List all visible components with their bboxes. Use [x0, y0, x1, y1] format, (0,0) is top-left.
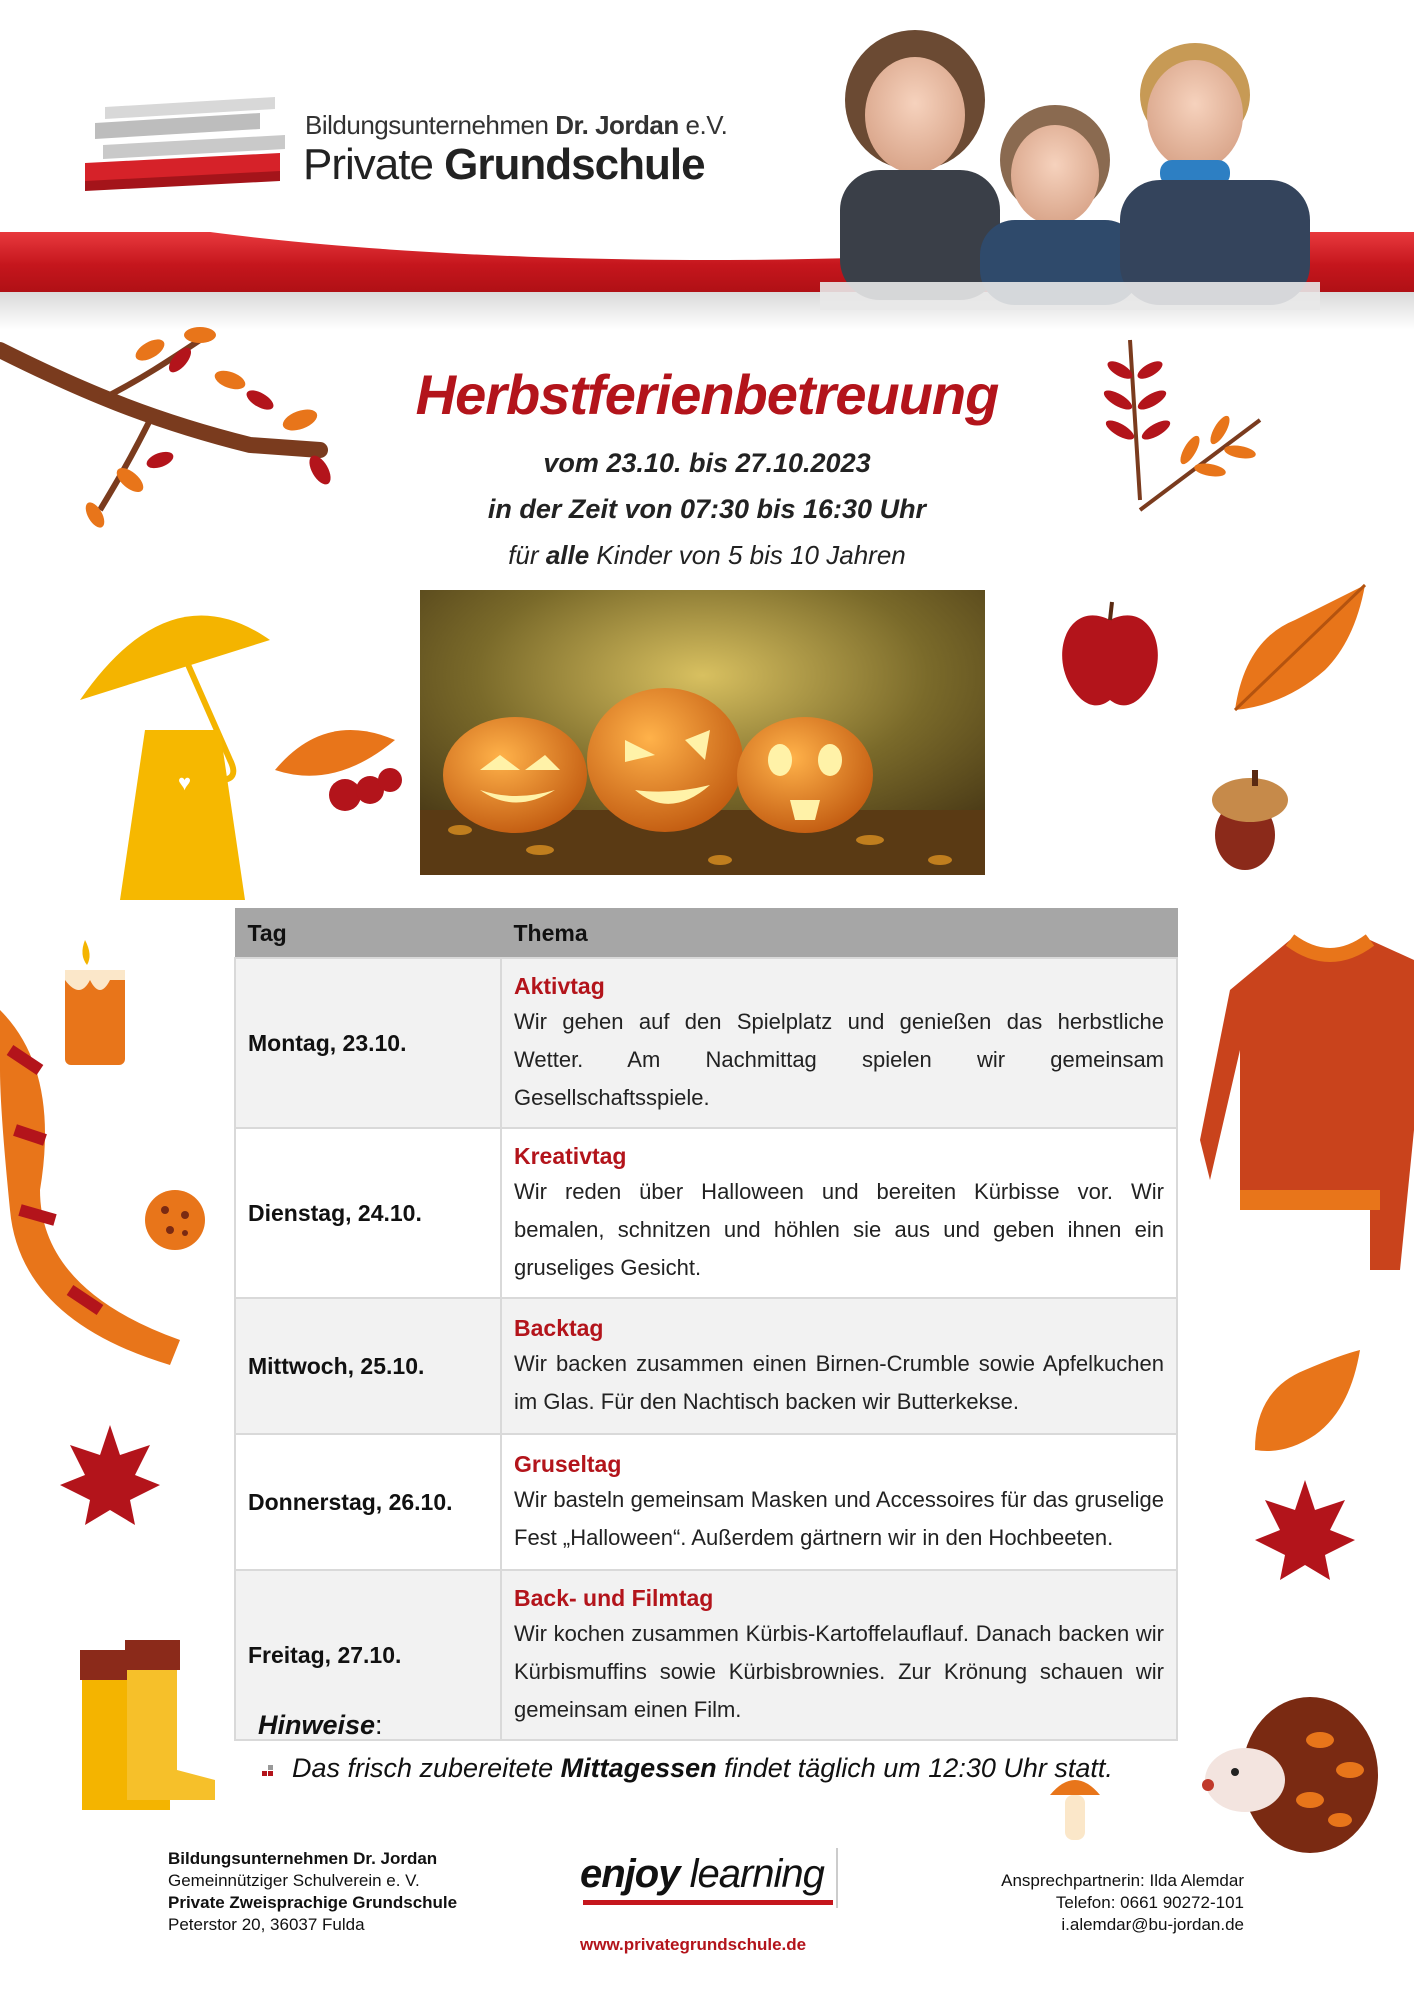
bullet-icon [262, 1765, 274, 1777]
books-logo-icon [85, 95, 295, 195]
hedgehog-icon [1200, 1680, 1380, 1860]
website-link[interactable]: www.privategrundschule.de [580, 1935, 807, 1954]
topic-cell [501, 958, 1177, 1128]
contact-phone: Telefon: 0661 90272-101 [1055, 1893, 1244, 1912]
column-header-topic: Thema [501, 909, 1177, 959]
oak-leaf-icon [1245, 1350, 1365, 1460]
topic-title: Backtag [514, 1315, 604, 1341]
topic-text: Wir gehen auf den Spielplatz und genießen das herbstliche Wetter. Am Nachmittag spielen wir gemeinsam Gesellschaftsspiele. [514, 1009, 1164, 1110]
apple-icon [1050, 600, 1170, 720]
footer-school: Private Zweisprachige Grundschule [168, 1893, 458, 1912]
org-name: Bildungsunternehmen Dr. Jordan e.V. [305, 110, 728, 140]
topic-text: Wir backen zusammen einen Birnen-Crumble sowie Apfelkuchen im Glas. Für den Nachtisch backen wir Butterkekse. [514, 1351, 1164, 1414]
contact-person: Ansprechpartnerin: Ilda Alemdar [1001, 1871, 1244, 1890]
topic-title: Aktivtag [514, 973, 605, 999]
notes-heading: Hinweise: [258, 1710, 383, 1740]
umbrella-icon [70, 580, 290, 910]
logo-underline [583, 1900, 833, 1905]
topic-title: Back- und Filmtag [514, 1585, 714, 1611]
topic-title: Gruseltag [514, 1451, 622, 1477]
topic-cell [501, 1570, 1177, 1740]
enjoy-learning-logo: enjoy learning [580, 1852, 824, 1896]
day-cell: Donnerstag, 26.10. [235, 1434, 501, 1570]
day-cell: Freitag, 27.10. [235, 1570, 501, 1740]
day-cell: Dienstag, 24.10. [235, 1128, 501, 1298]
schedule-table [234, 908, 1178, 1741]
lunch-note: Das frisch zubereitete Mittagessen findet täglich um 12:30 Uhr statt. [292, 1753, 1113, 1783]
day-cell: Montag, 23.10. [235, 958, 501, 1128]
contact-email[interactable]: i.alemdar@bu-jordan.de [1061, 1915, 1244, 1934]
footer-address [168, 1848, 457, 1936]
pumpkins-photo [420, 590, 985, 875]
topic-title: Kreativtag [514, 1143, 627, 1169]
table-row [235, 1298, 1177, 1434]
logo-divider [836, 1848, 838, 1908]
footer-assoc: Gemeinnütziger Schulverein e. V. [168, 1871, 420, 1890]
maple-leaf-icon [1255, 1480, 1355, 1590]
svg-text:♥: ♥ [178, 770, 192, 795]
topic-text: Wir basteln gemeinsam Masken und Accessoires für das gruselige Fest „Halloween“. Außerdem gärtnern wir in den Hochbeeten. [514, 1487, 1164, 1550]
school-name: Private Grundschule [303, 140, 705, 189]
oak-leaf-icon [1225, 580, 1375, 720]
kids-photo [820, 20, 1320, 310]
acorn-icon [1200, 760, 1300, 880]
footer-contact [1001, 1870, 1244, 1936]
time-range: in der Zeit von 07:30 bis 16:30 Uhr [487, 494, 927, 524]
day-cell: Mittwoch, 25.10. [235, 1298, 501, 1434]
maple-leaf-icon [60, 1425, 160, 1535]
rain-boots-icon [70, 1640, 220, 1820]
table-row [235, 1434, 1177, 1570]
cookie-icon [140, 1185, 210, 1255]
footer-street: Peterstor 20, 36037 Fulda [168, 1915, 365, 1934]
page-title: Herbstferienbetreuung [415, 363, 999, 426]
topic-cell [501, 1128, 1177, 1298]
topic-text: Wir reden über Halloween und bereiten Kürbisse vor. Wir bemalen, schnitzen und höhlen sie aus und geben ihnen ein gruseliges Gesicht. [514, 1179, 1164, 1280]
column-header-day: Tag [235, 909, 501, 959]
topic-text: Wir kochen zusammen Kürbis-Kartoffelauflauf. Danach backen wir Kürbismuffins sowie Kürbisbrownies. Zur Krönung schauen wir gemeinsam einen Film. [514, 1621, 1164, 1722]
berries-leaf-icon [275, 700, 415, 820]
audience: für alle Kinder von 5 bis 10 Jahren [508, 540, 906, 570]
table-row [235, 958, 1177, 1128]
topic-cell [501, 1434, 1177, 1570]
date-range: vom 23.10. bis 27.10.2023 [543, 448, 871, 478]
table-row [235, 1128, 1177, 1298]
table-header-row [235, 909, 1177, 959]
sweater-icon [1200, 930, 1414, 1270]
footer-org: Bildungsunternehmen Dr. Jordan [168, 1849, 438, 1868]
topic-cell [501, 1298, 1177, 1434]
